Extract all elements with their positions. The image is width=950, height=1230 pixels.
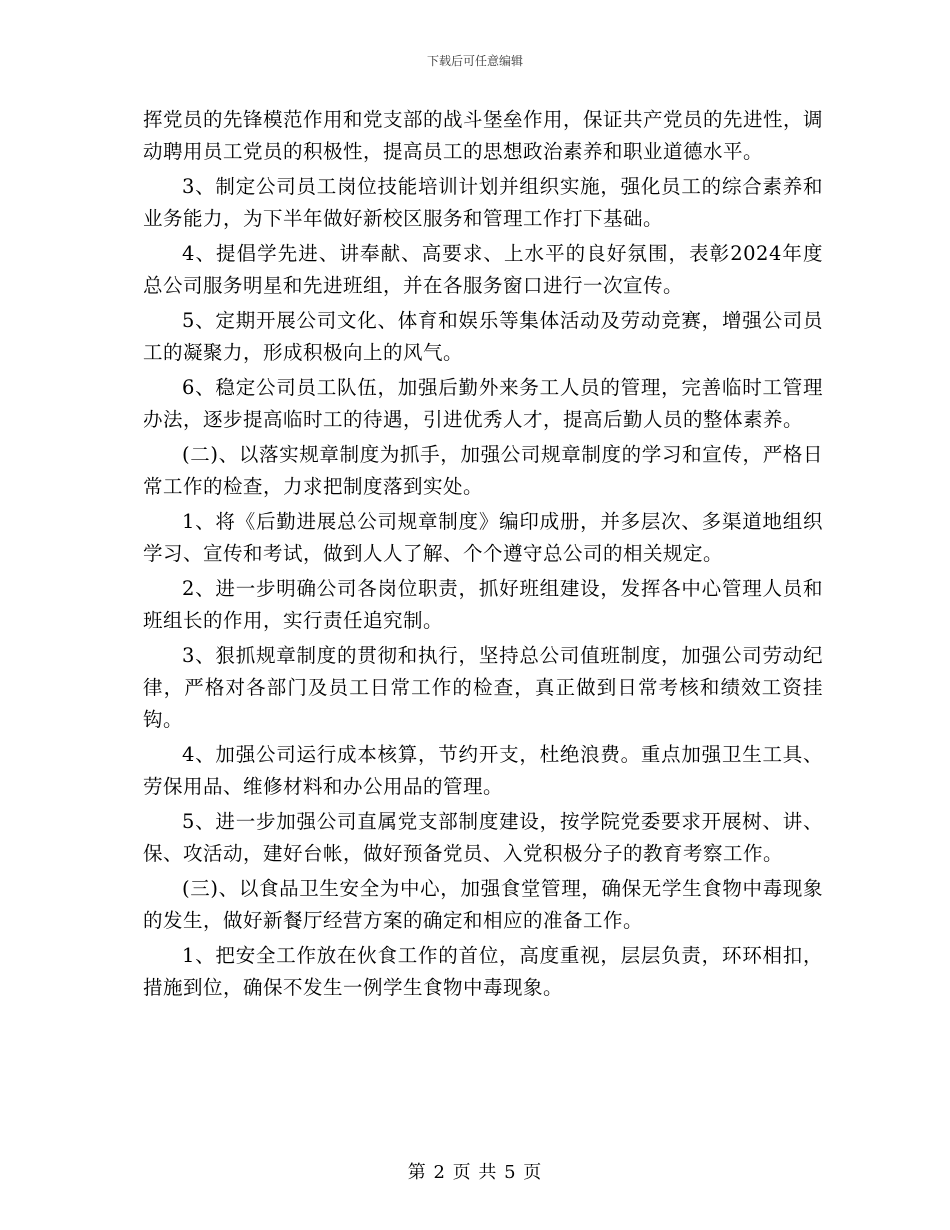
paragraph-item-2-duties: 2、进一步明确公司各岗位职责，抓好班组建设，发挥各中心管理人员和班组长的作用，实行责任追究制。 <box>143 577 823 632</box>
paragraph-item-3-enforcement: 3、狠抓规章制度的贯彻和执行，坚持总公司值班制度，加强公司劳动纪律，严格对各部门及员工日常工作的检查，真正做到日常考核和绩效工资挂钩。 <box>143 644 823 731</box>
page-footer: 第 2 页 共 5 页 <box>407 1162 543 1183</box>
section-heading-3-food-safety: (三)、以食品卫生安全为中心，加强食堂管理，确保无学生食物中毒现象的发生，做好新餐厅经营方案的确定和相应的准备工作。 <box>143 877 823 932</box>
paragraph-item-5-activities: 5、定期开展公司文化、体育和娱乐等集体活动及劳动竞赛，增强公司员工的凝聚力，形成积极向上的风气。 <box>143 309 823 364</box>
paragraph-item-6-staff: 6、稳定公司员工队伍，加强后勤外来务工人员的管理，完善临时工管理办法，逐步提高临时工的待遇，引进优秀人才，提高后勤人员的整体素养。 <box>143 376 823 431</box>
page-header: 下载后可任意编辑 <box>426 54 523 68</box>
document-body <box>143 104 823 1004</box>
paragraph-item-1-handbook: 1、将《后勤进展总公司规章制度》编印成册，并多层次、多渠道地组织学习、宣传和考试，做到人人了解、个个遵守总公司的相关规定。 <box>143 510 823 565</box>
paragraph-item-1-safety-priority: 1、把安全工作放在伙食工作的首位，高度重视，层层负责，环环相扣，措施到位，确保不发生一例学生食物中毒现象。 <box>143 944 823 999</box>
paragraph-item-5-party-branch: 5、进一步加强公司直属党支部制度建设，按学院党委要求开展树、讲、保、攻活动，建好台帐，做好预备党员、入党积极分子的教育考察工作。 <box>143 810 823 865</box>
paragraph-item-4-advocacy: 4、提倡学先进、讲奉献、高要求、上水平的良好氛围，表彰2024年度总公司服务明星和先进班组，并在各服务窗口进行一次宣传。 <box>143 242 823 297</box>
paragraph-item-4-cost: 4、加强公司运行成本核算，节约开支，杜绝浪费。重点加强卫生工具、劳保用品、维修材料和办公用品的管理。 <box>143 743 823 798</box>
paragraph-item-3-training: 3、制定公司员工岗位技能培训计划并组织实施，强化员工的综合素养和业务能力，为下半年做好新校区服务和管理工作打下基础。 <box>143 175 823 230</box>
paragraph-continuation: 挥党员的先锋模范作用和党支部的战斗堡垒作用，保证共产党员的先进性，调动聘用员工党员的积极性，提高员工的思想政治素养和职业道德水平。 <box>143 108 824 163</box>
section-heading-2-regulations: (二)、以落实规章制度为抓手，加强公司规章制度的学习和宣传，严格日常工作的检查，力求把制度落到实处。 <box>143 443 823 498</box>
